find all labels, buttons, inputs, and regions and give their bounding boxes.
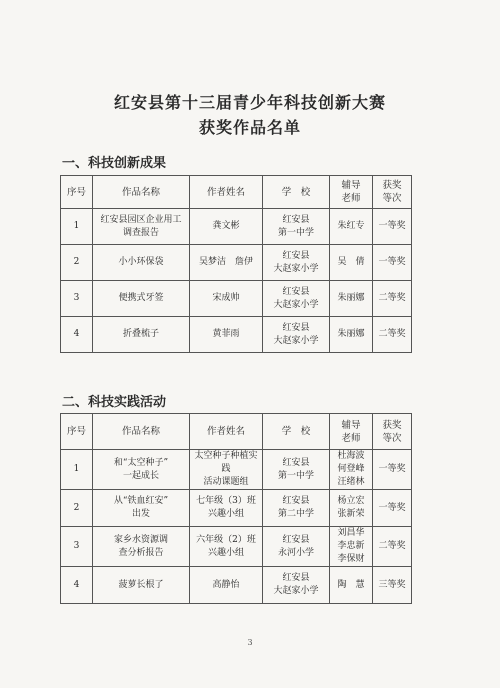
table-cell: 1: [61, 209, 93, 245]
header-cell: 作品名称: [93, 176, 190, 209]
table-cell: 1: [61, 450, 93, 490]
table-cell: 红安县园区企业用工 调查报告: [93, 209, 190, 245]
header-cell: 辅导 老师: [330, 176, 373, 209]
table-cell: 龚文彬: [190, 209, 263, 245]
table-cell: 朱丽娜: [330, 317, 373, 353]
table-cell: 杨立宏 张新荣: [330, 490, 373, 527]
header-cell: 作品名称: [93, 414, 190, 450]
table-cell: 宋成帅: [190, 281, 263, 317]
table-row: [61, 527, 412, 567]
table-cell: 三等奖: [373, 567, 412, 604]
table-cell: 红安县 第二中学: [263, 490, 330, 527]
table-cell: 红安县 大赵家小学: [263, 317, 330, 353]
table-cell: 黄菲雨: [190, 317, 263, 353]
header-cell: 辅导 老师: [330, 414, 373, 450]
page-number: 3: [247, 638, 253, 647]
table-row: [61, 317, 412, 353]
table-row: [61, 281, 412, 317]
header-cell: 获奖 等次: [373, 414, 412, 450]
table-row: [61, 209, 412, 245]
header-cell: 作者姓名: [190, 176, 263, 209]
table-cell: 二等奖: [373, 281, 412, 317]
table-cell: 高静怡: [190, 567, 263, 604]
table-cell: 4: [61, 567, 93, 604]
header-cell: 序号: [61, 176, 93, 209]
table-cell: 从“铁血红安” 出发: [93, 490, 190, 527]
table-cell: 刘昌华 李忠新 李保财: [330, 527, 373, 567]
document-subtitle: 获奖作品名单: [198, 118, 301, 137]
table-cell: 4: [61, 317, 93, 353]
table-cell: 菠萝长根了: [93, 567, 190, 604]
table-row: [61, 567, 412, 604]
table-cell: 折叠梳子: [93, 317, 190, 353]
table-row: [61, 245, 412, 281]
table-cell: 3: [61, 281, 93, 317]
table-cell: 和“太空种子” 一起成长: [93, 450, 190, 490]
table-header-row: [61, 176, 412, 209]
table-cell: 3: [61, 527, 93, 567]
table-cell: 七年级（3）班 兴趣小组: [190, 490, 263, 527]
table-cell: 红安县 大赵家小学: [263, 281, 330, 317]
table-cell: 小小环保袋: [93, 245, 190, 281]
table-cell: 朱丽娜: [330, 281, 373, 317]
innovation-awards-table: [60, 175, 412, 353]
practice-awards-table: [60, 413, 412, 604]
table-cell: 红安县 第一中学: [263, 450, 330, 490]
table-cell: 一等奖: [373, 209, 412, 245]
table-cell: 2: [61, 245, 93, 281]
table-cell: 红安县 大赵家小学: [263, 567, 330, 604]
table-cell: 朱红专: [330, 209, 373, 245]
table-cell: 陶 慧: [330, 567, 373, 604]
table-cell: 一等奖: [373, 490, 412, 527]
table-cell: 太空种子种植实践 活动课题组: [190, 450, 263, 490]
table-cell: 红安县 永河小学: [263, 527, 330, 567]
header-cell: 序号: [61, 414, 93, 450]
table-cell: 二等奖: [373, 527, 412, 567]
section-heading-practice: 二、科技实践活动: [62, 395, 167, 410]
table-cell: 吴 倩: [330, 245, 373, 281]
header-cell: 作者姓名: [190, 414, 263, 450]
table-row: [61, 490, 412, 527]
table-cell: 六年级（2）班 兴趣小组: [190, 527, 263, 567]
section-heading-innovation: 一、科技创新成果: [62, 156, 167, 171]
table-cell: 红安县 大赵家小学: [263, 245, 330, 281]
table-cell: 家乡水资源调 查分析报告: [93, 527, 190, 567]
table-cell: 2: [61, 490, 93, 527]
table-cell: 杜海波 何登峰 汪绪林: [330, 450, 373, 490]
table-cell: 一等奖: [373, 450, 412, 490]
header-cell: 学 校: [263, 176, 330, 209]
table-cell: 红安县 第一中学: [263, 209, 330, 245]
table-header-row: [61, 414, 412, 450]
table-cell: 一等奖: [373, 245, 412, 281]
table-cell: 便携式牙签: [93, 281, 190, 317]
header-cell: 学 校: [263, 414, 330, 450]
table-cell: 吴梦洁 詹伊: [190, 245, 263, 281]
header-cell: 获奖 等次: [373, 176, 412, 209]
document-title: 红安县第十三届青少年科技创新大赛: [113, 93, 386, 112]
table-row: [61, 450, 412, 490]
table-cell: 二等奖: [373, 317, 412, 353]
